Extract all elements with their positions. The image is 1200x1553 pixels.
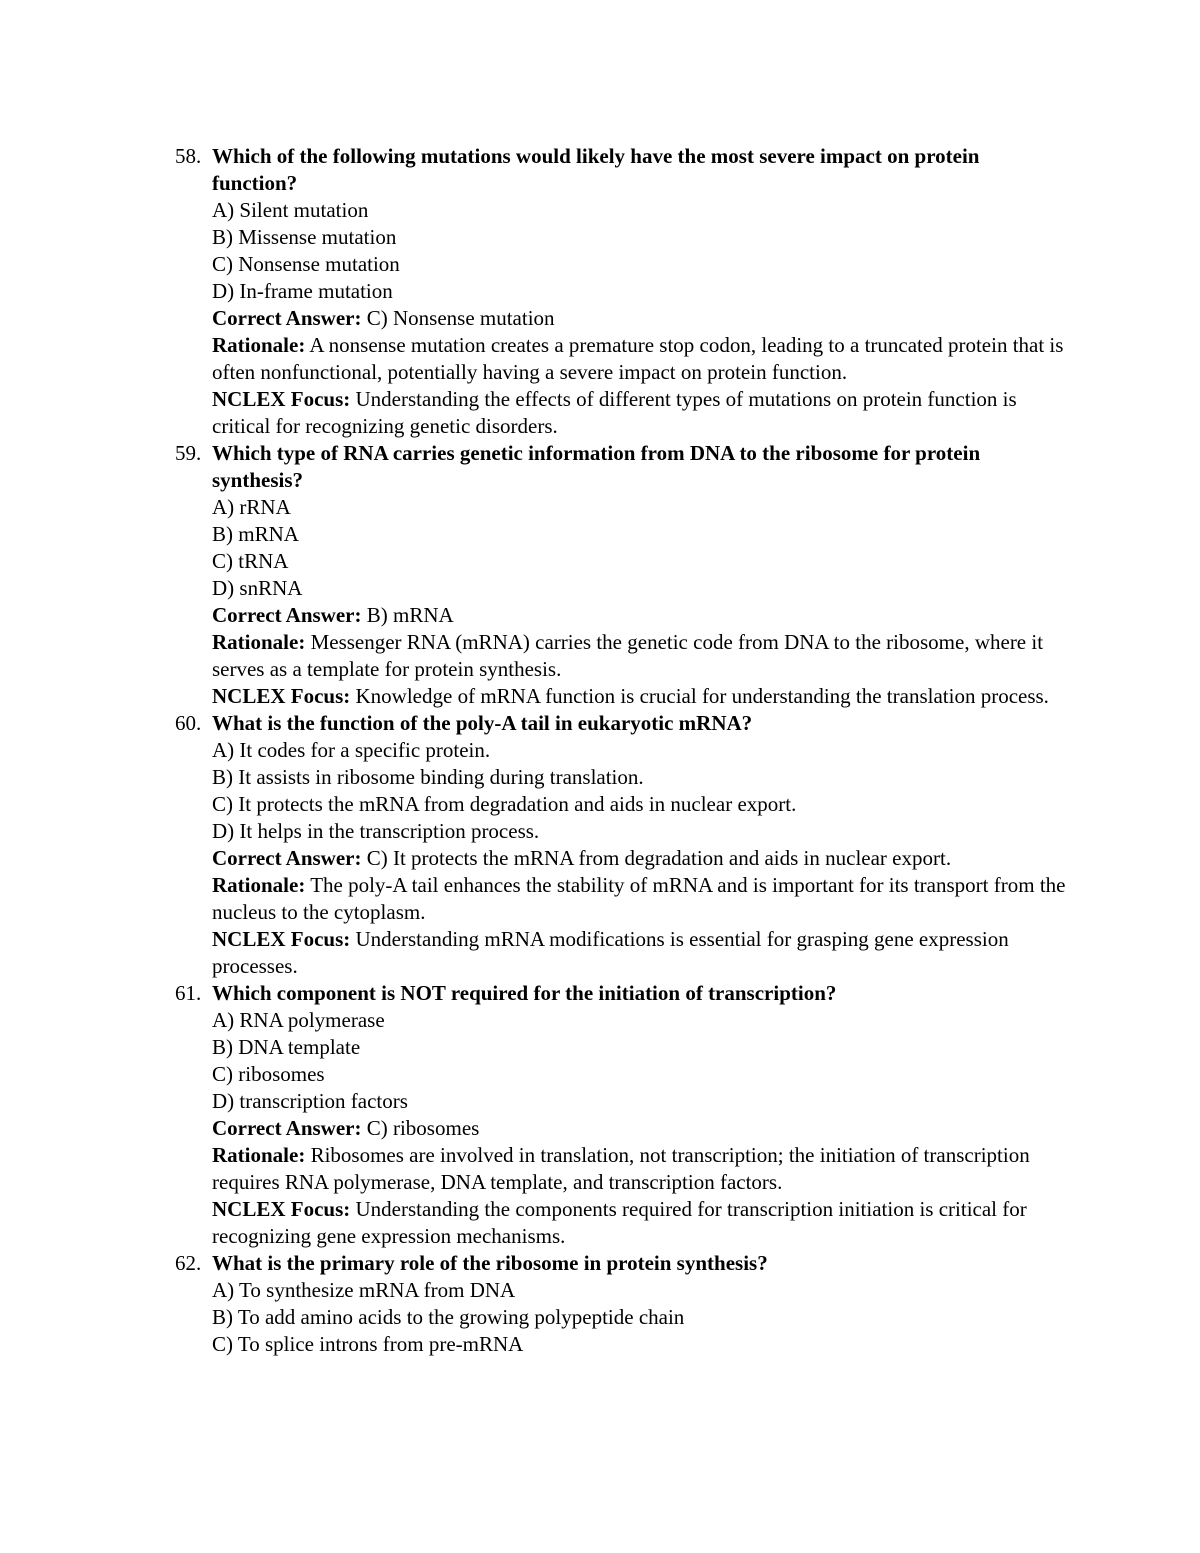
correct-answer-label: Correct Answer: <box>212 1116 362 1140</box>
correct-answer-text: C) Nonsense mutation <box>366 306 555 330</box>
option-a: A) Silent mutation <box>212 198 369 222</box>
option-b: B) Missense mutation <box>212 225 397 249</box>
option-c: C) ribosomes <box>212 1062 325 1086</box>
question-text: Which of the following mutations would likely have the most severe impact on protein function? <box>212 144 980 195</box>
option-c: C) tRNA <box>212 549 289 573</box>
option-b: B) It assists in ribosome binding during translation. <box>212 765 644 789</box>
question-text: What is the function of the poly-A tail in eukaryotic mRNA? <box>212 711 753 735</box>
option-d: D) It helps in the transcription process. <box>212 819 540 843</box>
rationale-text: A nonsense mutation creates a premature stop codon, leading to a truncated protein that is often nonfunctional, potentially having a severe impact on protein function. <box>212 333 1064 384</box>
rationale <box>0 332 1072 386</box>
option-c: C) It protects the mRNA from degradation and aids in nuclear export. <box>212 792 797 816</box>
nclex-focus-label: NCLEX Focus: <box>212 387 351 411</box>
option-a: A) RNA polymerase <box>212 1008 385 1032</box>
nclex-focus-text: Understanding mRNA modifications is essential for grasping gene expression processes. <box>212 927 1009 978</box>
correct-answer <box>0 1115 1072 1142</box>
option-c: C) To splice introns from pre-mRNA <box>212 1332 524 1356</box>
question-58 <box>0 143 1200 440</box>
question-number: 60. <box>175 711 202 735</box>
question-heading <box>0 1250 1032 1277</box>
correct-answer <box>0 602 1072 629</box>
correct-answer-text: C) It protects the mRNA from degradation and aids in nuclear export. <box>366 846 952 870</box>
question-text: What is the primary role of the ribosome in protein synthesis? <box>212 1251 768 1275</box>
question-text: Which component is NOT required for the initiation of transcription? <box>212 981 837 1005</box>
option-b: B) mRNA <box>212 522 299 546</box>
nclex-focus-label: NCLEX Focus: <box>212 684 351 708</box>
nclex-focus-label: NCLEX Focus: <box>212 1197 351 1221</box>
option-b: B) DNA template <box>212 1035 361 1059</box>
question-59 <box>0 440 1200 710</box>
option-c: C) Nonsense mutation <box>212 252 400 276</box>
question-heading <box>0 980 1032 1007</box>
nclex-focus <box>0 1196 1072 1250</box>
rationale <box>0 872 1072 926</box>
document-page <box>0 143 1200 1358</box>
rationale-text: Messenger RNA (mRNA) carries the genetic code from DNA to the ribosome, where it serves as a template for protein synthesis. <box>212 630 1044 681</box>
nclex-focus <box>0 926 1072 980</box>
question-heading <box>0 143 1032 197</box>
question-62 <box>0 1250 1200 1358</box>
correct-answer <box>0 305 1072 332</box>
rationale-label: Rationale: <box>212 1143 306 1167</box>
rationale <box>0 629 1072 683</box>
rationale-text: The poly-A tail enhances the stability of mRNA and is important for its transport from the nucleus to the cytoplasm. <box>212 873 1066 924</box>
correct-answer <box>0 845 1072 872</box>
question-number: 59. <box>175 441 202 465</box>
question-number: 61. <box>175 981 202 1005</box>
question-heading <box>0 440 1032 494</box>
correct-answer-text: B) mRNA <box>366 603 454 627</box>
option-d: D) In-frame mutation <box>212 279 393 303</box>
option-a: A) It codes for a specific protein. <box>212 738 491 762</box>
question-heading <box>0 710 1032 737</box>
option-d: D) transcription factors <box>212 1089 408 1113</box>
question-text: Which type of RNA carries genetic information from DNA to the ribosome for protein synthesis? <box>212 441 981 492</box>
option-a: A) To synthesize mRNA from DNA <box>212 1278 516 1302</box>
option-d: D) snRNA <box>212 576 303 600</box>
question-60 <box>0 710 1200 980</box>
nclex-focus-label: NCLEX Focus: <box>212 927 351 951</box>
correct-answer-text: C) ribosomes <box>366 1116 480 1140</box>
rationale-label: Rationale: <box>212 333 306 357</box>
correct-answer-label: Correct Answer: <box>212 306 362 330</box>
question-number: 58. <box>175 144 202 168</box>
nclex-focus-text: Understanding the effects of different types of mutations on protein function is critical for recognizing genetic disorders. <box>212 387 1017 438</box>
nclex-focus <box>0 386 1072 440</box>
nclex-focus <box>0 683 1072 710</box>
question-number: 62. <box>175 1251 202 1275</box>
correct-answer-label: Correct Answer: <box>212 846 362 870</box>
rationale-label: Rationale: <box>212 630 306 654</box>
option-b: B) To add amino acids to the growing polypeptide chain <box>212 1305 685 1329</box>
correct-answer-label: Correct Answer: <box>212 603 362 627</box>
rationale-label: Rationale: <box>212 873 306 897</box>
nclex-focus-text: Knowledge of mRNA function is crucial for understanding the translation process. <box>355 684 1049 708</box>
nclex-focus-text: Understanding the components required for transcription initiation is critical for recognizing gene expression mechanisms. <box>212 1197 1027 1248</box>
rationale <box>0 1142 1072 1196</box>
option-a: A) rRNA <box>212 495 291 519</box>
question-61 <box>0 980 1200 1250</box>
rationale-text: Ribosomes are involved in translation, not transcription; the initiation of transcription requires RNA polymerase, DNA template, and transcription factors. <box>212 1143 1030 1194</box>
